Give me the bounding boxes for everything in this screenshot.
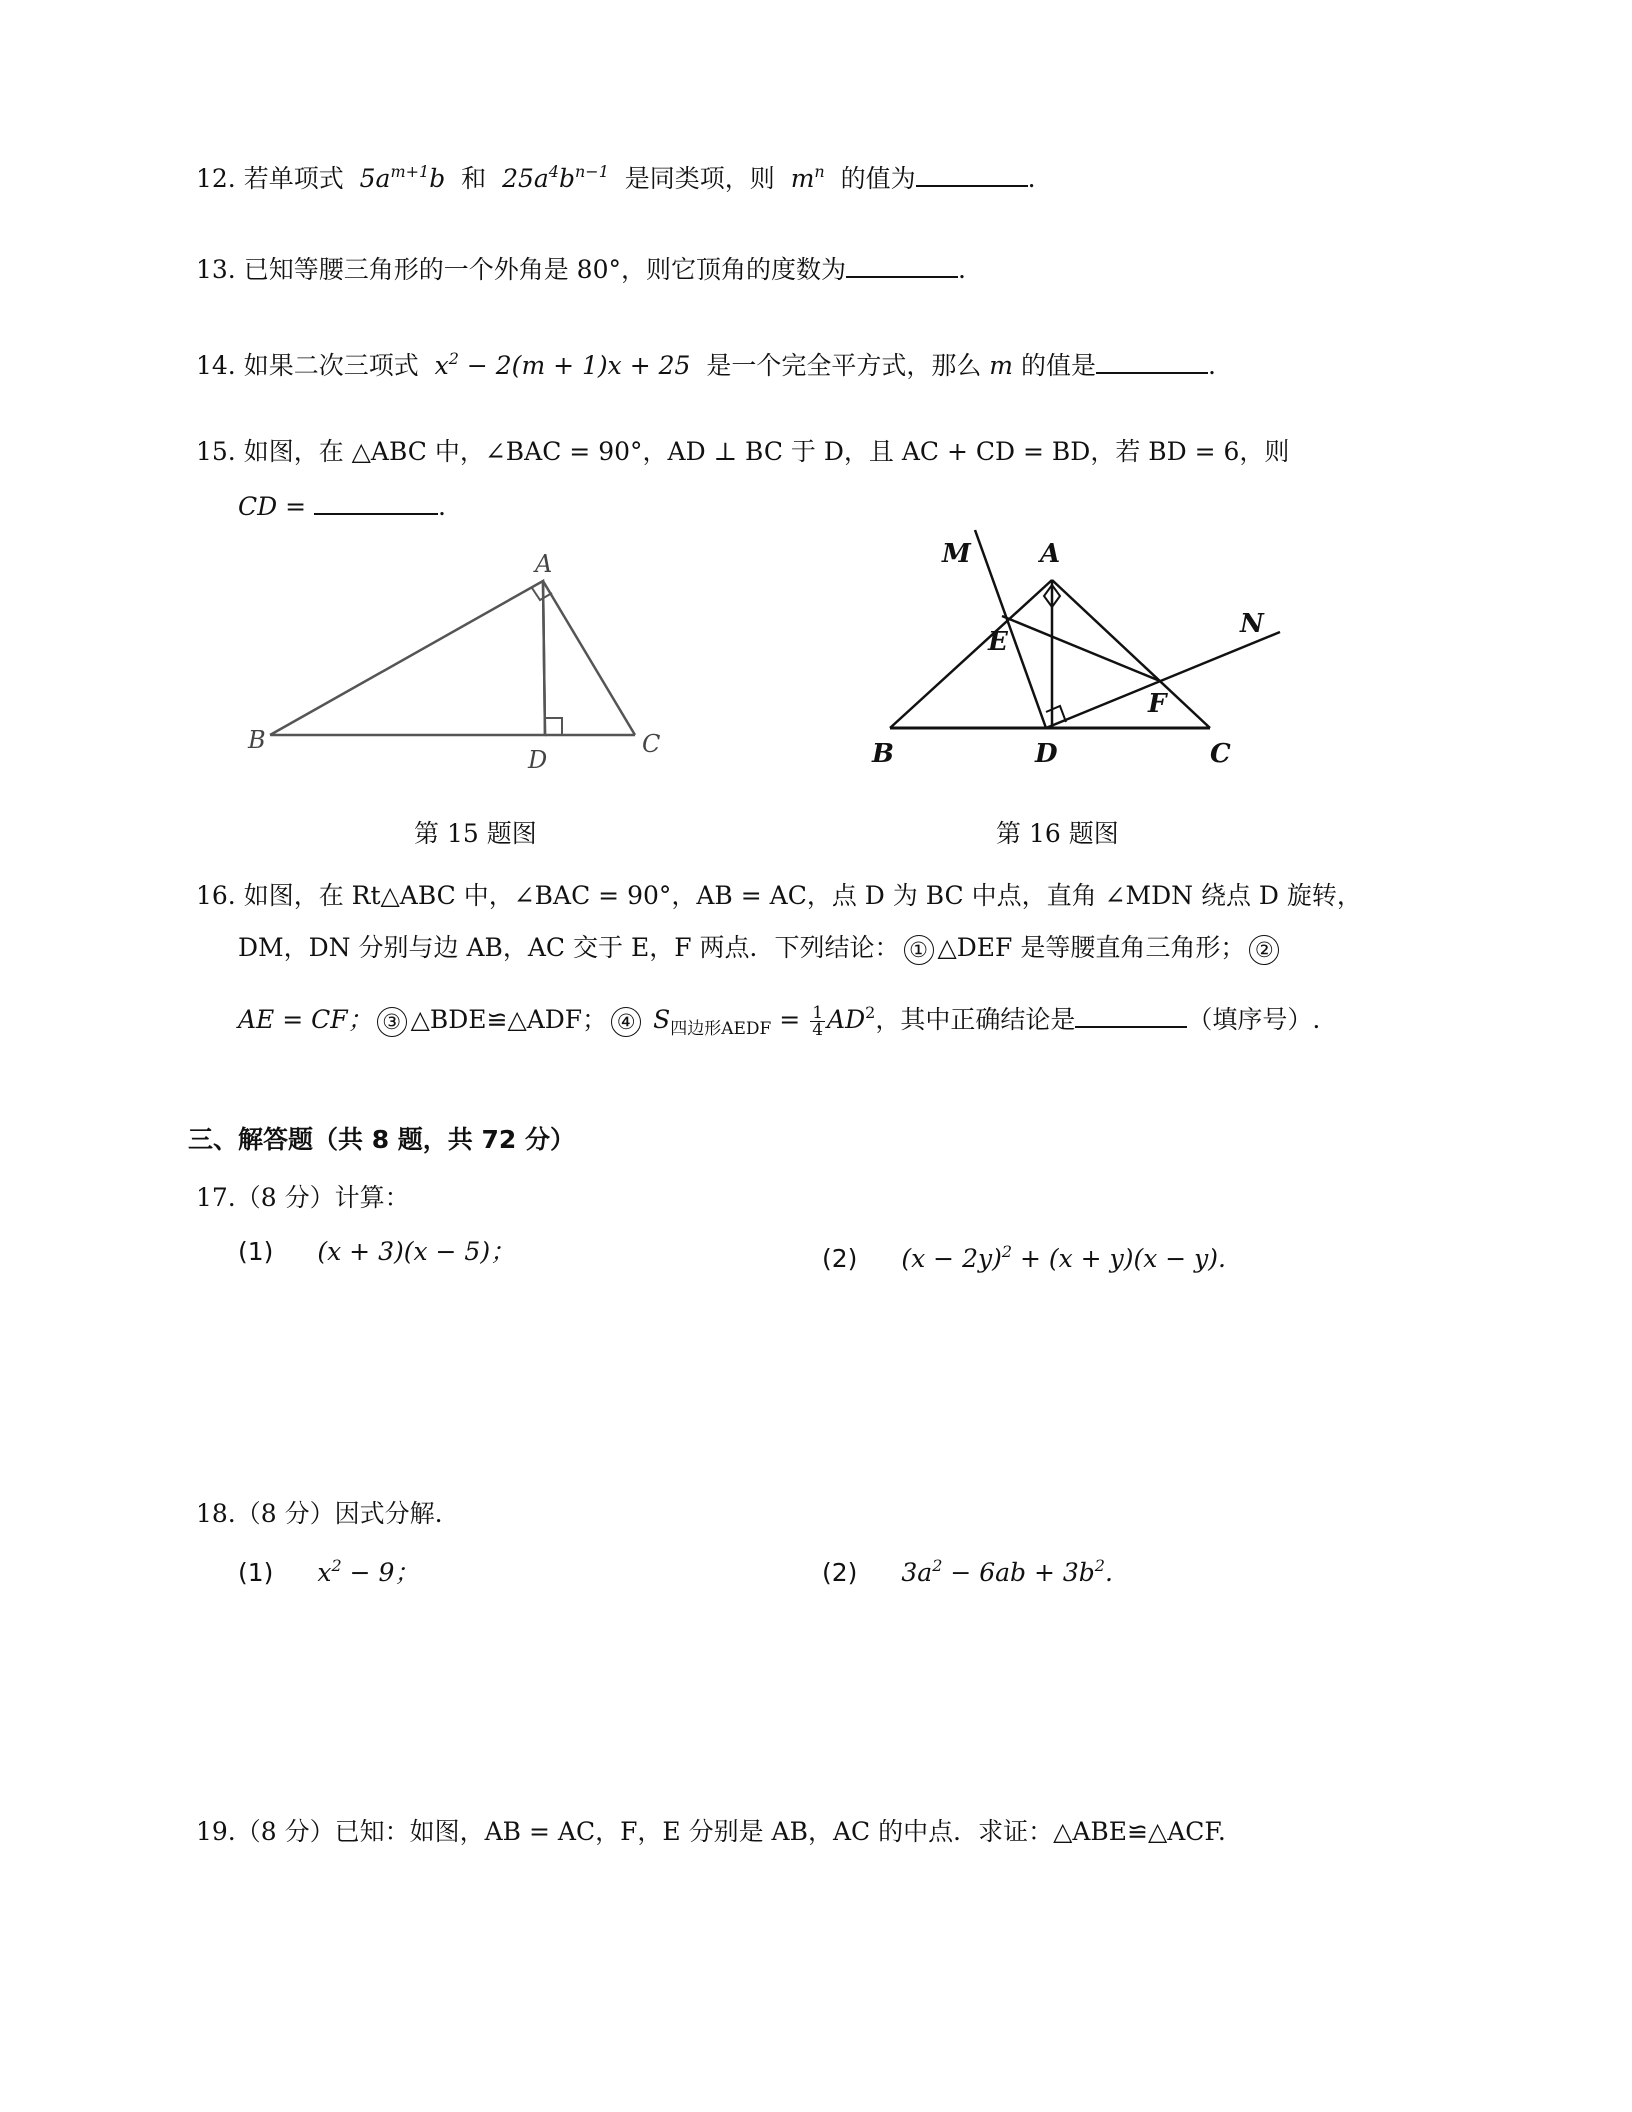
q18-part2: (2) $3a^2 - 6ab + 3b^2$. <box>822 1556 1113 1587</box>
fig15-label-D: D <box>528 746 548 774</box>
q18-part1: (1) $x^2 - 9$； <box>238 1556 420 1587</box>
fig16-label-C: C <box>1210 739 1231 769</box>
fraction-one-quarter: $\frac{1}{4}$ <box>812 1003 824 1040</box>
question-19: 19.（8 分）已知：如图，AB = AC，F，E 分别是 AB，AC 的中点．求证：△ABE≌△ACF. <box>196 1817 1226 1846</box>
fig16-label-E: E <box>988 627 1008 657</box>
question-12: 12. 若单项式 $5a^{m+1}b$ 和 $25a^4b^{n-1}$ 是同类项，则 $m^n$ 的值为 . <box>196 156 1036 195</box>
fig16-label-D: D <box>1035 739 1058 769</box>
answer-blank-16[interactable] <box>1075 1000 1187 1028</box>
figure-15-caption: 第 15 题图 <box>414 819 537 848</box>
question-15-line2: CD = . <box>238 487 446 523</box>
figure-15 <box>240 540 680 780</box>
question-13: 13. 已知等腰三角形的一个外角是 80°，则它顶角的度数为 . <box>196 250 966 286</box>
q12-number: 12. <box>196 164 236 193</box>
q17-part1: (1) (x + 3)(x − 5)； <box>238 1237 516 1266</box>
question-14: 14. 如果二次三项式 $x^2 - 2(m + 1)x + 25$ 是一个完全平方式，那么 m 的值是 . <box>196 343 1216 382</box>
question-15: 15. 如图，在 △ABC 中，∠BAC = 90°，AD ⊥ BC 于 D，且 AC + CD = BD，若 BD = 6，则 <box>196 437 1290 466</box>
fig16-label-N: N <box>1240 609 1264 639</box>
question-16-line2: DM，DN 分别与边 AB，AC 交于 E，F 两点．下列结论： ① △DEF 是等腰直角三角形； ② <box>238 932 1283 965</box>
q17-part2: (2) $(x - 2y)^2 + (x + y)(x - y)$. <box>822 1242 1226 1273</box>
fig15-label-C: C <box>642 730 661 758</box>
fig15-label-B: B <box>248 726 266 754</box>
answer-blank-13[interactable] <box>846 250 958 278</box>
answer-blank-14[interactable] <box>1096 346 1208 374</box>
fig16-label-A: A <box>1040 539 1061 569</box>
question-16-line3: AE = CF； ③ △BDE≌△ADF； ④ $S_{四边形AEDF}$ = $\frac{1}{4}$ $AD^2$，其中正确结论是 （填序号）. <box>238 997 1320 1045</box>
section-3-title: 三、解答题（共 8 题，共 72 分） <box>188 1125 576 1154</box>
fig16-label-M: M <box>942 539 971 569</box>
fig16-label-B: B <box>872 739 894 769</box>
answer-blank-12[interactable] <box>916 159 1028 187</box>
fig15-label-A: A <box>535 550 553 578</box>
fig16-label-F: F <box>1148 689 1167 719</box>
figure-16-caption: 第 16 题图 <box>996 819 1119 848</box>
figure-16 <box>860 520 1290 780</box>
question-17: 17.（8 分）计算： <box>196 1183 410 1212</box>
question-16: 16. 如图，在 Rt△ABC 中，∠BAC = 90°，AB = AC，点 D 为 BC 中点，直角 ∠MDN 绕点 D 旋转， <box>196 881 1362 910</box>
question-18: 18.（8 分）因式分解. <box>196 1499 443 1528</box>
answer-blank-15[interactable] <box>314 487 438 515</box>
